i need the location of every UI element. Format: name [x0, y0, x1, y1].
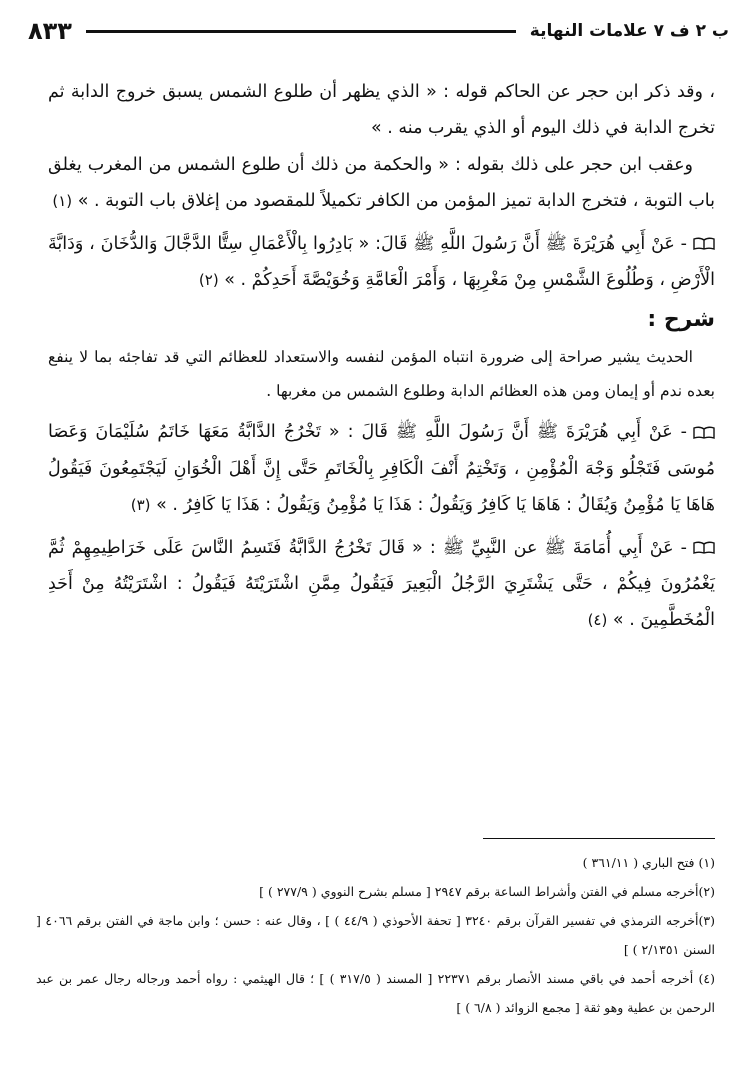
footnote: (١) فتح الباري ( ٣٦١/١١ ): [582, 855, 715, 870]
paragraph-hakim-quote: [48, 74, 715, 147]
page-header: [28, 14, 729, 48]
commentary-text: الحديث يشير صراحة إلى ضرورة انتباه المؤمن لنفسه والاستعداد للعظائم التي قد تفاجئه بما لا ينفع بعده ندم أو إيمان ومن هذه العظائم الدابة وطلوع الشمس من مغربها .: [48, 348, 715, 401]
running-head: ب ٢ ف ٧ علامات النهاية: [529, 21, 729, 41]
footnote-marker: (٤): [587, 611, 608, 630]
hadith-item: [48, 226, 715, 299]
footnote-marker: (١): [52, 192, 73, 211]
hadith-text: - عَنْ أَبِي هُرَيْرَةَ ﷺ أَنَّ رَسُولَ اللَّهِ ﷺ قَالَ : « تَخْرُجُ الدَّابَّةُ مَعَهَا خَاتَمُ سُلَيْمَانَ وَعَصَا مُوسَى فَتَجْلُو وَجْهَ الْمُؤْمِنِ ، وَتَخْتِمُ أَنْفَ الْكَافِرِ بِالْخَاتَمِ حَتَّى إِنَّ أَهْلَ الْخُوَانِ لَيَجْتَمِعُونَ فَيَقُولُ هَاهَا يَا مُؤْمِنُ وَيُقَالُ : هَاهَا يَا كَافِرُ وَيَقُولُ : هَذَا يَا مُؤْمِنُ وَيَقُولُ : هَذَا يَا كَافِرُ . »: [48, 422, 715, 516]
footnotes: [36, 848, 715, 1022]
main-text: [48, 74, 715, 639]
open-book-icon: [693, 237, 715, 250]
hadith-item: [48, 414, 715, 523]
footnote: (٤) أخرجه أحمد في باقي مسند الأنصار برقم ٢٢٣٧١ [ المسند ( ٣١٧/٥ ) ] ؛ قال الهيثمي : رواه أحمد ورجاله رجال عمر بن عبد الرحمن بن عطية وهو ثقة [ مجمع الزوائد ( ٦/٨ ) ]: [36, 971, 716, 1015]
header-rule: [86, 30, 516, 33]
hadith-text: - عَنْ أَبِي هُرَيْرَةَ ﷺ أَنَّ رَسُولَ اللَّهِ ﷺ قَالَ: « بَادِرُوا بِالْأَعْمَالِ سِتًّا الدَّجَّالَ وَالدُّخَانَ ، وَدَابَّةَ الْأَرْضِ ، وَطُلُوعَ الشَّمْسِ مِنْ مَغْرِبِهَا ، وَأَمْرَ الْعَامَّةِ وَخُوَيْصَّةَ أَحَدِكُمْ . »: [48, 233, 715, 291]
hadith-item: [48, 530, 715, 639]
paragraph-wisdom: [48, 147, 715, 220]
footnote: (٢)أخرجه مسلم في الفتن وأشراط الساعة برقم ٢٩٤٧ [ مسلم بشرح النووي ( ٢٧٧/٩ ) ]: [259, 884, 715, 899]
open-book-icon: [693, 426, 715, 439]
hadith-text: - عَنْ أَبِي أُمَامَةَ ﷺ عن النَّبِيِّ ﷺ : « قَالَ تَخْرُجُ الدَّابَّةُ فَتَسِمُ النَّاسَ عَلَى خَرَاطِيمِهِمْ ثُمَّ يَغْمُرُونَ فِيكُمْ ، حَتَّى يَشْتَرِيَ الرَّجُلُ الْبَعِيرَ فَيَقُولُ مِمَّنِ اشْتَرَيْتَهُ فَيَقُولُ : اشْتَرَيْتُهُ مِنْ أَحَدِ الْمُخَطَّمِينَ . »: [48, 537, 715, 631]
open-book-icon: [693, 541, 715, 554]
paragraph-text: ، وقد ذكر ابن حجر عن الحاكم قوله : « الذي يظهر أن طلوع الشمس يسبق خروج الدابة ثم تخرج الدابة في ذلك اليوم أو الذي يقرب منه . »: [48, 82, 715, 139]
paragraph-text: وعقب ابن حجر على ذلك بقوله : « والحكمة من ذلك أن طلوع الشمس من المغرب يغلق باب التوبة ، فتخرج الدابة تميز المؤمن من الكافر تكميلاً للمقصود من إغلاق باب التوبة . »: [48, 154, 715, 212]
footnote-separator: [483, 838, 715, 839]
footnote-marker: (٢): [198, 271, 219, 290]
page-number: ٨٣٣: [28, 17, 72, 45]
footnote: (٣)أخرجه الترمذي في تفسير القرآن برقم ٣٢٤٠ [ تحفة الأحوذي ( ٤٤/٩ ) ] ، وقال عنه : حسن ؛ وابن ماجة في الفتن برقم ٤٠٦٦ [ السنن ٢/١٣٥١ ) ]: [36, 913, 715, 957]
footnote-marker: (٣): [130, 496, 151, 515]
section-heading: شرح :: [647, 307, 715, 333]
